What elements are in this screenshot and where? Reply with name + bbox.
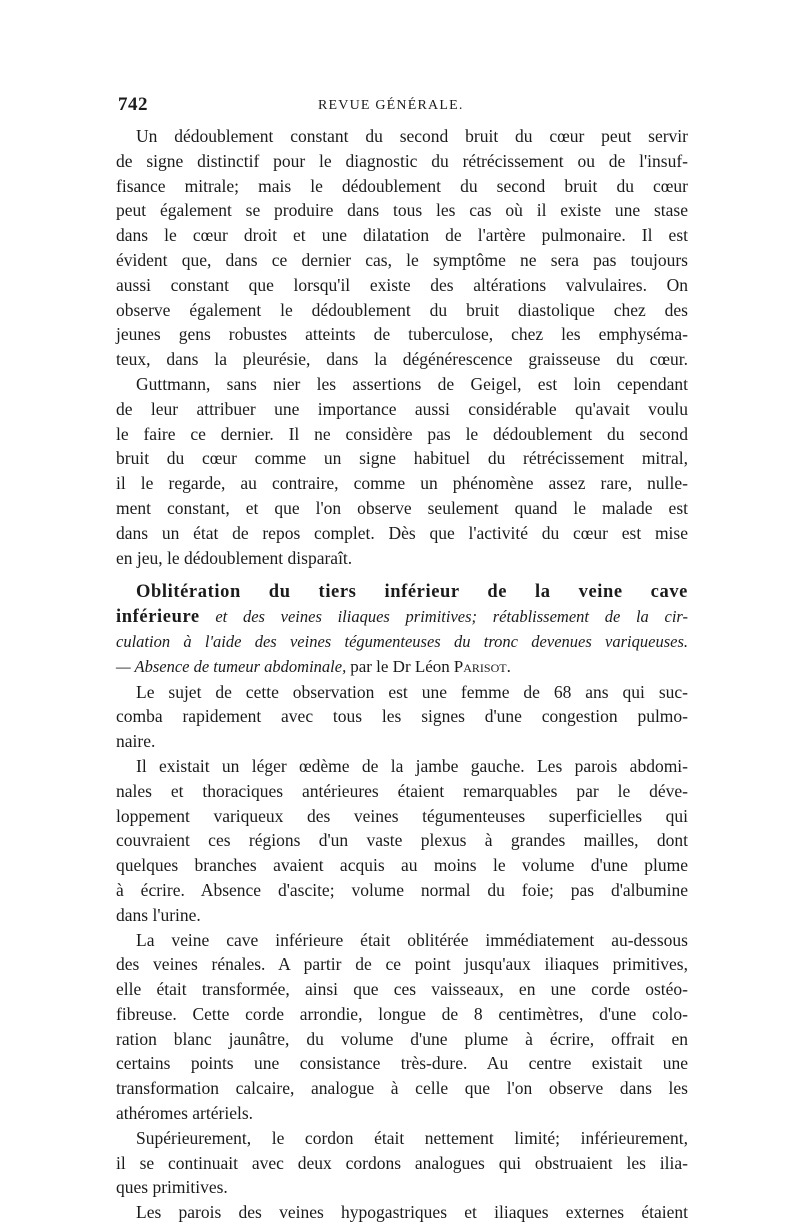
page-number: 742 [118, 94, 148, 115]
text-line: quelques branches avaient acquis au moins le volume d'une plume [116, 855, 688, 876]
text-line: elle était transformée, ainsi que ces vaisseaux, en une corde ostéo- [116, 979, 688, 1000]
paragraph [116, 928, 688, 1126]
text-line: bruit du cœur comme un signe habituel du rétrécissement mitral, [116, 448, 688, 469]
text-line: Les parois des veines hypogastriques et iliaques externes étaient [136, 1202, 688, 1223]
text-line: Il existait un léger œdème de la jambe gauche. Les parois abdomi- [136, 755, 688, 776]
text-line: peut également se produire dans tous les cas où il existe une stase [116, 200, 688, 221]
text-line: ration blanc jaunâtre, du volume d'une plume à écrire, offrait en [116, 1028, 688, 1049]
text-line: des veines rénales. A partir de ce point jusqu'aux iliaques primitives, [116, 954, 688, 975]
heading-line [116, 605, 688, 630]
paragraph [116, 1126, 688, 1200]
heading-line [116, 630, 688, 655]
text-line: naire. [116, 731, 156, 752]
text-line: ques primitives. [116, 1177, 228, 1198]
text-line: observe également le dédoublement du bruit diastolique chez des [116, 299, 688, 320]
text-line: de leur attribuer une importance aussi considérable qu'avait voulu [116, 398, 688, 419]
text-line: dans l'urine. [116, 904, 201, 925]
heading-title-continued: inférieure [116, 607, 200, 628]
text-line: ment constant, et que l'on observe seulement quand le malade est [116, 497, 688, 518]
text-line: fisance mitrale; mais le dédoublement du second bruit du cœur [116, 175, 688, 196]
text-line: en jeu, le dédoublement disparaît. [116, 547, 353, 568]
paragraph [116, 1200, 688, 1225]
page-header [118, 92, 688, 122]
text-line: il se continuait avec deux cordons analogues qui obstruaient les ilia- [116, 1152, 688, 1173]
section-heading [116, 580, 688, 679]
text-line: jeunes gens robustes atteints de tuberculose, chez les emphyséma- [116, 324, 688, 345]
text-line: dans le cœur droit et une dilatation de l'artère pulmonaire. Il est [116, 225, 688, 246]
text-line: comba rapidement avec tous les signes d'une congestion pulmo- [116, 706, 688, 727]
text-line: le faire ce dernier. Il ne considère pas le dédoublement du second [116, 423, 688, 444]
text-line: Le sujet de cette observation est une femme de 68 ans qui suc- [136, 681, 688, 702]
paragraph [116, 754, 688, 928]
heading-line [116, 580, 688, 605]
heading-title: Oblitération du tiers inférieur de la veine cave [136, 582, 688, 603]
text-line: athéromes artériels. [116, 1103, 254, 1124]
text-line: fibreuse. Cette corde arrondie, longue de 8 centimètres, d'une colo- [116, 1003, 688, 1024]
heading-line [116, 655, 688, 680]
text-line: Un dédoublement constant du second bruit du cœur peut servir [136, 126, 688, 146]
text-line: La veine cave inférieure était oblitérée immédiatement au-dessous [136, 929, 688, 950]
text-line: il le regarde, au contraire, comme un phénomène assez rare, nulle- [116, 473, 688, 494]
paragraph [116, 372, 688, 570]
heading-subtitle: et des veines iliaques primitives; rétablissement de la cir- [215, 607, 689, 627]
text-line: aussi constant que lorsqu'il existe des altérations valvulaires. On [116, 274, 688, 295]
text-line: loppement variqueux des veines tégumenteuses superficielles qui [116, 805, 688, 826]
text-line: nales et thoraciques antérieures étaient remarquables par le déve- [116, 780, 688, 801]
heading-subtitle-continued: culation à l'aide des veines tégumenteuses du tronc devenues variqueuses. [116, 631, 688, 651]
text-line: Supérieurement, le cordon était nettement limité; inférieurement, [136, 1127, 688, 1148]
section-gap [116, 570, 688, 580]
text-line: dans un état de repos complet. Dès que l'activité du cœur est mise [116, 522, 688, 543]
text-line: couvraient ces régions d'un vaste plexus à grandes mailles, dont [116, 830, 688, 851]
text-line: certains points une consistance très-dure. Au centre existait une [116, 1053, 688, 1074]
paragraph [116, 680, 688, 754]
paragraph [116, 124, 688, 372]
text-line: évident que, dans ce dernier cas, le symptôme ne sera pas toujours [116, 249, 688, 270]
body-text [116, 124, 688, 1225]
text-line: teux, dans la pleurésie, dans la dégénérescence graisseuse du cœur. [116, 349, 688, 370]
running-title: REVUE GÉNÉRALE. [318, 98, 464, 113]
text-line: transformation calcaire, analogue à celle que l'on observe dans les [116, 1078, 688, 1099]
text-line: à écrire. Absence d'ascite; volume normal du foie; pas d'albumine [116, 879, 688, 900]
text-line: de signe distinctif pour le diagnostic du rétrécissement ou de l'insuf- [116, 150, 688, 171]
heading-subtitle-end: — Absence de tumeur abdominale, [116, 656, 347, 676]
text-line: Guttmann, sans nier les assertions de Geigel, est loin cependant [136, 373, 688, 394]
author-prefix: par le Dr Léon [350, 656, 450, 676]
author-name: Parisot. [453, 656, 511, 676]
